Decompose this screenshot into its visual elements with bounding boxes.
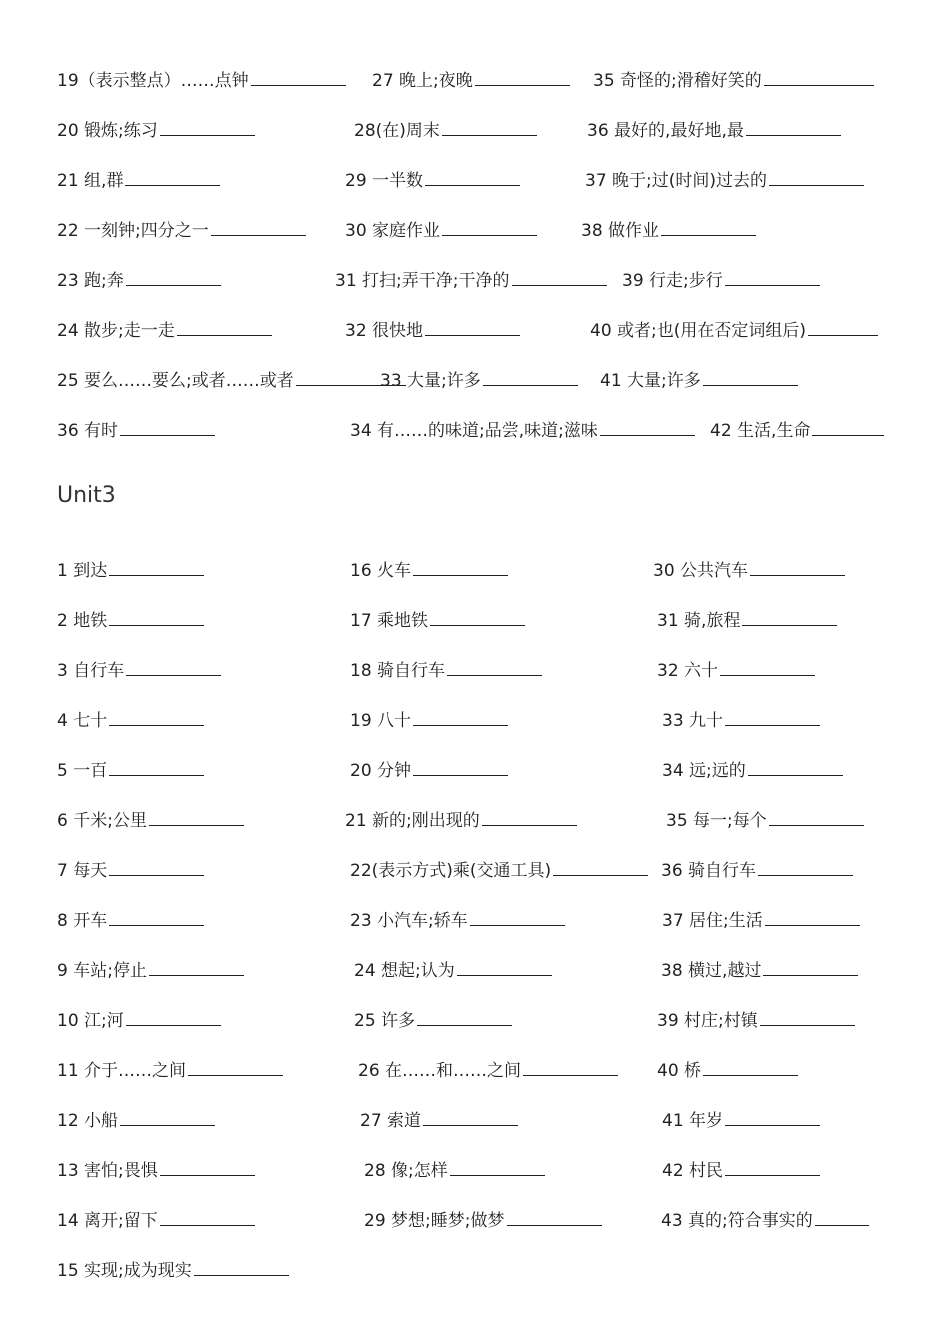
vocab-item xyxy=(57,366,406,396)
vocab-prompt: 33 大量;许多 xyxy=(380,371,481,391)
vocab-prompt: 23 跑;奔 xyxy=(57,271,124,291)
vocab-item xyxy=(585,166,864,196)
vocab-prompt: 35 每一;每个 xyxy=(666,811,767,831)
vocab-row xyxy=(0,606,950,636)
vocab-item xyxy=(345,806,577,836)
vocab-prompt: 32 六十 xyxy=(657,661,719,681)
vocab-item xyxy=(350,756,508,786)
vocab-item xyxy=(587,116,841,146)
vocab-prompt: 42 生活,生命 xyxy=(710,421,811,441)
answer-blank[interactable] xyxy=(211,217,306,236)
vocab-item xyxy=(345,216,537,246)
vocab-prompt: 31 打扫;弄干净;干净的 xyxy=(335,271,510,291)
answer-blank[interactable] xyxy=(450,1157,545,1176)
vocab-prompt: 43 真的;符合事实的 xyxy=(661,1211,813,1231)
answer-blank[interactable] xyxy=(125,167,220,186)
vocab-item xyxy=(372,66,570,96)
vocab-prompt: 40 桥 xyxy=(657,1061,702,1081)
vocab-item xyxy=(360,1106,518,1136)
answer-blank[interactable] xyxy=(160,1207,255,1226)
vocab-item xyxy=(57,1056,283,1086)
answer-blank[interactable] xyxy=(442,217,537,236)
vocab-prompt: 7 每天 xyxy=(57,861,108,881)
answer-blank[interactable] xyxy=(750,557,845,576)
vocab-prompt: 10 江;河 xyxy=(57,1011,124,1031)
answer-blank[interactable] xyxy=(413,557,508,576)
vocab-item xyxy=(350,656,542,686)
vocab-prompt: 2 地铁 xyxy=(57,611,108,631)
answer-blank[interactable] xyxy=(748,757,843,776)
answer-blank[interactable] xyxy=(760,1007,855,1026)
vocab-prompt: 1 到达 xyxy=(57,561,108,581)
vocab-row xyxy=(0,1156,950,1186)
vocab-item xyxy=(57,1106,215,1136)
vocab-item xyxy=(350,706,508,736)
vocab-prompt: 4 七十 xyxy=(57,711,108,731)
vocab-prompt: 25 许多 xyxy=(354,1011,416,1031)
vocab-row xyxy=(0,1256,950,1286)
vocab-row xyxy=(0,166,950,196)
answer-blank[interactable] xyxy=(457,957,552,976)
vocab-prompt: 27 晚上;夜晚 xyxy=(372,71,473,91)
vocab-row xyxy=(0,856,950,886)
vocab-row xyxy=(0,556,950,586)
answer-blank[interactable] xyxy=(109,757,204,776)
answer-blank[interactable] xyxy=(417,1007,512,1026)
vocab-prompt: 33 九十 xyxy=(662,711,724,731)
answer-blank[interactable] xyxy=(600,417,695,436)
vocab-row xyxy=(0,1006,950,1036)
vocab-prompt: 35 奇怪的;滑稽好笑的 xyxy=(593,71,762,91)
vocab-prompt: 26 在……和……之间 xyxy=(358,1061,522,1081)
answer-blank[interactable] xyxy=(109,857,204,876)
vocab-prompt: 15 实现;成为现实 xyxy=(57,1261,192,1281)
vocab-prompt: 16 火车 xyxy=(350,561,412,581)
vocab-prompt: 38 做作业 xyxy=(581,221,660,241)
vocab-item xyxy=(57,266,221,296)
vocab-item xyxy=(657,656,815,686)
answer-blank[interactable] xyxy=(177,317,272,336)
vocab-prompt: 20 锻炼;练习 xyxy=(57,121,158,141)
vocab-prompt: 24 想起;认为 xyxy=(354,961,455,981)
vocab-prompt: 28 像;怎样 xyxy=(364,1161,448,1181)
vocab-item xyxy=(662,706,820,736)
answer-blank[interactable] xyxy=(442,117,537,136)
answer-blank[interactable] xyxy=(725,1107,820,1126)
vocab-item xyxy=(57,656,221,686)
answer-blank[interactable] xyxy=(109,907,204,926)
vocab-prompt: 9 车站;停止 xyxy=(57,961,147,981)
vocab-prompt: 22(表示方式)乘(交通工具) xyxy=(350,861,552,881)
answer-blank[interactable] xyxy=(425,167,520,186)
vocab-prompt: 36 最好的,最好地,最 xyxy=(587,121,744,141)
answer-blank[interactable] xyxy=(109,607,204,626)
vocab-row xyxy=(0,366,950,396)
answer-blank[interactable] xyxy=(413,757,508,776)
vocab-prompt: 24 散步;走一走 xyxy=(57,321,175,341)
answer-blank[interactable] xyxy=(725,267,820,286)
vocab-prompt: 36 有时 xyxy=(57,421,119,441)
vocab-prompt: 19 八十 xyxy=(350,711,412,731)
vocab-prompt: 31 骑,旅程 xyxy=(657,611,741,631)
vocab-item xyxy=(57,756,204,786)
vocab-item xyxy=(57,1006,221,1036)
answer-blank[interactable] xyxy=(430,607,525,626)
answer-blank[interactable] xyxy=(423,1107,518,1126)
answer-blank[interactable] xyxy=(160,117,255,136)
unit3-heading: Unit3 xyxy=(57,483,116,508)
answer-blank[interactable] xyxy=(126,267,221,286)
vocab-item xyxy=(57,66,346,96)
answer-blank[interactable] xyxy=(725,707,820,726)
vocab-item xyxy=(600,366,798,396)
answer-blank[interactable] xyxy=(553,857,648,876)
answer-blank[interactable] xyxy=(425,317,520,336)
vocab-row xyxy=(0,266,950,296)
vocab-row xyxy=(0,956,950,986)
answer-blank[interactable] xyxy=(661,217,756,236)
vocab-item xyxy=(657,1056,798,1086)
vocab-row xyxy=(0,706,950,736)
vocab-item xyxy=(354,1006,512,1036)
answer-blank[interactable] xyxy=(160,1157,255,1176)
answer-blank[interactable] xyxy=(447,657,542,676)
answer-blank[interactable] xyxy=(765,907,860,926)
vocab-row xyxy=(0,316,950,346)
vocab-item xyxy=(354,116,537,146)
vocab-item xyxy=(662,1106,820,1136)
vocab-item xyxy=(57,1156,255,1186)
vocab-prompt: 36 骑自行车 xyxy=(661,861,757,881)
vocab-row xyxy=(0,116,950,146)
vocab-prompt: 22 一刻钟;四分之一 xyxy=(57,221,209,241)
answer-blank[interactable] xyxy=(507,1207,602,1226)
answer-blank[interactable] xyxy=(512,267,607,286)
vocab-row xyxy=(0,756,950,786)
answer-blank[interactable] xyxy=(149,957,244,976)
vocab-row xyxy=(0,416,950,446)
vocab-item xyxy=(57,906,204,936)
answer-blank[interactable] xyxy=(815,1207,869,1226)
vocab-prompt: 17 乘地铁 xyxy=(350,611,429,631)
vocab-row xyxy=(0,1056,950,1086)
vocab-prompt: 41 大量;许多 xyxy=(600,371,701,391)
vocab-item xyxy=(345,166,520,196)
vocab-prompt: 41 年岁 xyxy=(662,1111,724,1131)
vocab-prompt: 37 晚于;过(时间)过去的 xyxy=(585,171,768,191)
vocab-item xyxy=(661,1206,869,1236)
vocab-item xyxy=(335,266,607,296)
vocab-item xyxy=(350,556,508,586)
vocab-item xyxy=(593,66,874,96)
answer-blank[interactable] xyxy=(470,907,565,926)
vocab-item xyxy=(358,1056,618,1086)
answer-blank[interactable] xyxy=(758,857,853,876)
vocab-prompt: 30 公共汽车 xyxy=(653,561,749,581)
vocab-prompt: 20 分钟 xyxy=(350,761,412,781)
answer-blank[interactable] xyxy=(482,807,577,826)
answer-blank[interactable] xyxy=(109,707,204,726)
vocab-row xyxy=(0,66,950,96)
answer-blank[interactable] xyxy=(742,607,837,626)
vocab-item xyxy=(57,556,204,586)
answer-blank[interactable] xyxy=(126,657,221,676)
vocab-prompt: 29 梦想;睡梦;做梦 xyxy=(364,1211,505,1231)
vocab-prompt: 27 索道 xyxy=(360,1111,422,1131)
answer-blank[interactable] xyxy=(120,417,215,436)
vocab-item xyxy=(57,606,204,636)
vocab-item xyxy=(350,906,565,936)
vocab-row xyxy=(0,806,950,836)
vocab-prompt: 42 村民 xyxy=(662,1161,724,1181)
vocab-item xyxy=(622,266,820,296)
vocab-item xyxy=(710,416,884,446)
vocab-item xyxy=(354,956,552,986)
vocab-prompt: 18 骑自行车 xyxy=(350,661,446,681)
vocab-item xyxy=(657,1006,855,1036)
vocab-prompt: 12 小船 xyxy=(57,1111,119,1131)
vocab-item xyxy=(57,116,255,146)
vocab-item xyxy=(57,316,272,346)
answer-blank[interactable] xyxy=(720,657,815,676)
answer-blank[interactable] xyxy=(812,417,884,436)
vocab-prompt: 14 离开;留下 xyxy=(57,1211,158,1231)
vocab-item xyxy=(350,606,525,636)
vocab-prompt: 34 有……的味道;品尝,味道;滋味 xyxy=(350,421,598,441)
answer-blank[interactable] xyxy=(251,67,346,86)
vocab-prompt: 19（表示整点）……点钟 xyxy=(57,71,249,91)
answer-blank[interactable] xyxy=(523,1057,618,1076)
vocab-item xyxy=(662,906,860,936)
vocab-row xyxy=(0,216,950,246)
vocab-item xyxy=(380,366,578,396)
vocab-prompt: 25 要么……要么;或者……或者 xyxy=(57,371,294,391)
answer-blank[interactable] xyxy=(126,1007,221,1026)
vocab-prompt: 34 远;远的 xyxy=(662,761,746,781)
vocab-prompt: 3 自行车 xyxy=(57,661,125,681)
vocab-prompt: 13 害怕;畏惧 xyxy=(57,1161,158,1181)
vocab-prompt: 11 介于……之间 xyxy=(57,1061,187,1081)
vocab-prompt: 6 千米;公里 xyxy=(57,811,147,831)
vocab-item xyxy=(662,1156,820,1186)
vocab-item xyxy=(57,706,204,736)
answer-blank[interactable] xyxy=(725,1157,820,1176)
vocab-item xyxy=(657,606,837,636)
vocab-prompt: 40 或者;也(用在否定词组后) xyxy=(590,321,807,341)
vocab-prompt: 30 家庭作业 xyxy=(345,221,441,241)
vocab-item xyxy=(662,756,843,786)
answer-blank[interactable] xyxy=(703,1057,798,1076)
vocab-item xyxy=(57,956,244,986)
vocab-item xyxy=(57,1206,255,1236)
vocab-item xyxy=(590,316,878,346)
vocab-item xyxy=(350,416,695,446)
vocab-item xyxy=(57,166,220,196)
vocab-row xyxy=(0,906,950,936)
vocab-item xyxy=(57,1256,289,1286)
vocab-item xyxy=(57,416,215,446)
vocab-prompt: 8 开车 xyxy=(57,911,108,931)
answer-blank[interactable] xyxy=(764,67,874,86)
answer-blank[interactable] xyxy=(703,367,798,386)
vocab-prompt: 21 新的;刚出现的 xyxy=(345,811,480,831)
vocab-prompt: 29 一半数 xyxy=(345,171,424,191)
vocab-item xyxy=(666,806,864,836)
answer-blank[interactable] xyxy=(413,707,508,726)
vocab-prompt: 39 行走;步行 xyxy=(622,271,723,291)
answer-blank[interactable] xyxy=(769,807,864,826)
vocab-prompt: 5 一百 xyxy=(57,761,108,781)
vocab-item xyxy=(345,316,520,346)
vocab-item xyxy=(581,216,756,246)
vocab-item xyxy=(350,856,648,886)
vocab-item xyxy=(661,956,858,986)
answer-blank[interactable] xyxy=(769,167,864,186)
answer-blank[interactable] xyxy=(483,367,578,386)
vocab-row xyxy=(0,1106,950,1136)
vocab-item xyxy=(364,1156,545,1186)
vocab-prompt: 38 横过,越过 xyxy=(661,961,762,981)
answer-blank[interactable] xyxy=(120,1107,215,1126)
answer-blank[interactable] xyxy=(475,67,570,86)
vocab-prompt: 21 组,群 xyxy=(57,171,124,191)
vocab-prompt: 32 很快地 xyxy=(345,321,424,341)
answer-blank[interactable] xyxy=(149,807,244,826)
vocab-prompt: 37 居住;生活 xyxy=(662,911,763,931)
vocab-prompt: 23 小汽车;轿车 xyxy=(350,911,468,931)
vocab-item xyxy=(364,1206,602,1236)
vocab-row xyxy=(0,656,950,686)
vocab-prompt: 28(在)周末 xyxy=(354,121,440,141)
vocab-item xyxy=(57,806,244,836)
answer-blank[interactable] xyxy=(763,957,858,976)
vocab-item xyxy=(653,556,845,586)
vocab-item xyxy=(661,856,853,886)
answer-blank[interactable] xyxy=(746,117,841,136)
answer-blank[interactable] xyxy=(188,1057,283,1076)
vocab-item xyxy=(57,216,306,246)
answer-blank[interactable] xyxy=(109,557,204,576)
answer-blank[interactable] xyxy=(808,317,878,336)
vocab-row xyxy=(0,1206,950,1236)
answer-blank[interactable] xyxy=(194,1257,289,1276)
vocab-prompt: 39 村庄;村镇 xyxy=(657,1011,758,1031)
vocab-item xyxy=(57,856,204,886)
